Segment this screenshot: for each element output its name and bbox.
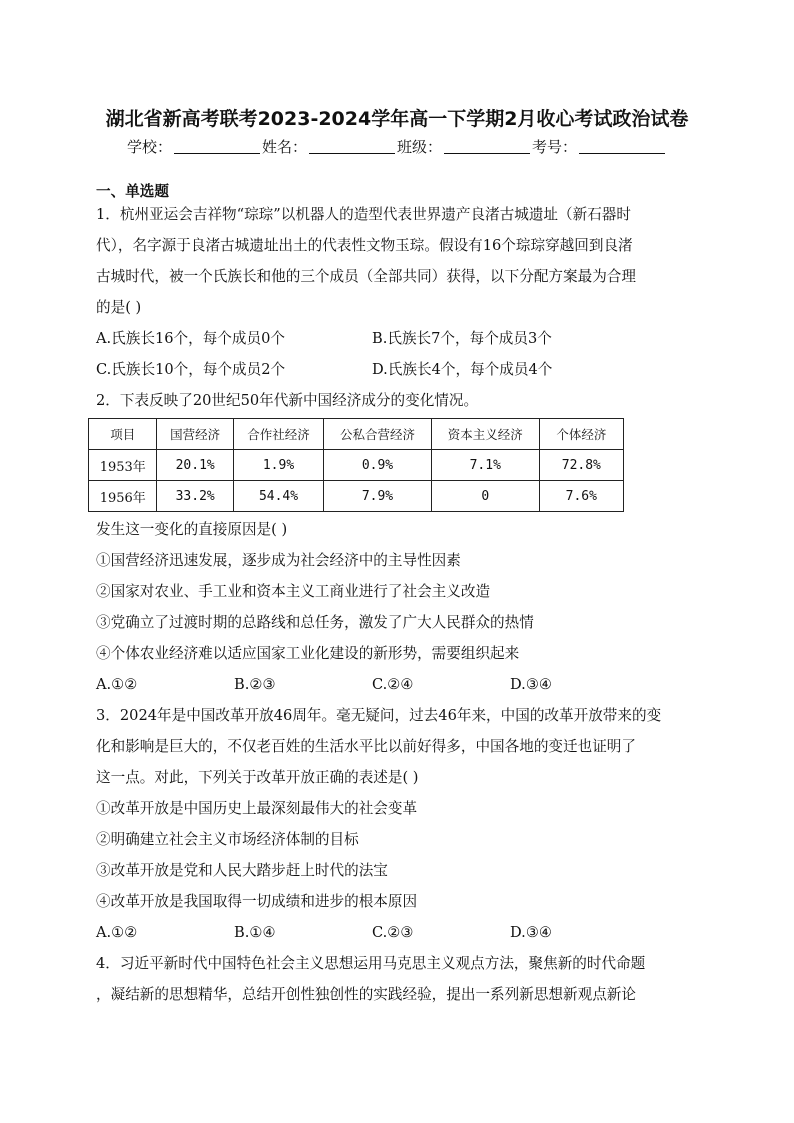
q3-item-4: ④改革开放是我国取得一切成绩和进步的根本原因 bbox=[96, 893, 418, 910]
name-blank[interactable] bbox=[309, 139, 395, 154]
table-cell: 20.1% bbox=[157, 450, 233, 481]
table-cell: 7.9% bbox=[324, 481, 432, 512]
q2-item-2: ②国家对农业、手工业和资本主义工商业进行了社会主义改造 bbox=[96, 583, 491, 600]
number-blank[interactable] bbox=[579, 139, 665, 154]
table-row bbox=[89, 481, 624, 512]
table-cell: 1.9% bbox=[233, 450, 323, 481]
table-header-cell: 公私合营经济 bbox=[324, 419, 432, 450]
table-header-cell: 项目 bbox=[89, 419, 157, 450]
economy-table bbox=[88, 418, 624, 512]
table-cell: 0.9% bbox=[324, 450, 432, 481]
name-label: 姓名： bbox=[261, 138, 307, 156]
q3-option-a[interactable]: A.①② bbox=[96, 924, 138, 941]
table-header-cell: 个体经济 bbox=[539, 419, 623, 450]
q1-option-b[interactable]: B.氏族长7个，每个成员3个 bbox=[372, 330, 552, 347]
q1-line-1: 1．杭州亚运会吉祥物“琮琮”以机器人的造型代表世界遗产良渚古城遗址（新石器时 bbox=[96, 206, 631, 223]
q3-item-1: ①改革开放是中国历史上最深刻最伟大的社会变革 bbox=[96, 800, 418, 817]
school-label: 学校： bbox=[126, 138, 172, 156]
table-header-row bbox=[89, 419, 624, 450]
q2-item-3: ③党确立了过渡时期的总路线和总任务，激发了广大人民群众的热情 bbox=[96, 614, 534, 631]
q2-option-d[interactable]: D.③④ bbox=[510, 676, 552, 693]
q1-line-3: 古城时代，被一个氏族长和他的三个成员（全部共同）获得，以下分配方案最为合理 bbox=[96, 268, 636, 285]
q2-option-b[interactable]: B.②③ bbox=[234, 676, 276, 693]
class-label: 班级： bbox=[397, 138, 443, 156]
q1-option-a[interactable]: A.氏族长16个，每个成员0个 bbox=[96, 330, 285, 347]
table-cell: 1953年 bbox=[89, 450, 157, 481]
q3-option-b[interactable]: B.①④ bbox=[234, 924, 276, 941]
q1-option-c[interactable]: C.氏族长10个，每个成员2个 bbox=[96, 361, 286, 378]
table-header-cell: 资本主义经济 bbox=[431, 419, 539, 450]
q3-line-2: 化和影响是巨大的，不仅老百姓的生活水平比以前好得多，中国各地的变迁也证明了 bbox=[96, 738, 636, 755]
q2-option-a[interactable]: A.①② bbox=[96, 676, 138, 693]
table-header-cell: 合作社经济 bbox=[233, 419, 323, 450]
page-title: 湖北省新高考联考2023-2024学年高一下学期2月收心考试政治试卷 bbox=[105, 108, 689, 130]
q1-line-4: 的是( ) bbox=[96, 299, 142, 316]
q4-line-2: ，凝结新的思想精华，总结开创性独创性的实践经验，提出一系列新思想新观点新论 bbox=[96, 986, 636, 1003]
table-cell: 7.6% bbox=[539, 481, 623, 512]
q3-item-2: ②明确建立社会主义市场经济体制的目标 bbox=[96, 831, 359, 848]
q3-option-d[interactable]: D.③④ bbox=[510, 924, 552, 941]
q2-question: 发生这一变化的直接原因是( ) bbox=[96, 521, 288, 538]
q1-option-d[interactable]: D.氏族长4个，每个成员4个 bbox=[372, 361, 553, 378]
table-row bbox=[89, 450, 624, 481]
student-info-line bbox=[0, 136, 794, 157]
table-cell: 1956年 bbox=[89, 481, 157, 512]
q2-item-1: ①国营经济迅速发展，逐步成为社会经济中的主导性因素 bbox=[96, 552, 461, 569]
table-cell: 0 bbox=[431, 481, 539, 512]
q3-item-3: ③改革开放是党和人民大踏步赶上时代的法宝 bbox=[96, 862, 388, 879]
q3-line-1: 3．2024年是中国改革开放46周年。毫无疑问，过去46年来，中国的改革开放带来的变 bbox=[96, 707, 662, 724]
table-cell: 33.2% bbox=[157, 481, 233, 512]
q2-option-c[interactable]: C.②④ bbox=[372, 676, 414, 693]
q2-item-4: ④个体农业经济难以适应国家工业化建设的新形势，需要组织起来 bbox=[96, 645, 520, 662]
q1-line-2: 代），名字源于良渚古城遗址出土的代表性文物玉琮。假设有16个琮琮穿越回到良渚 bbox=[96, 237, 633, 254]
q3-option-c[interactable]: C.②③ bbox=[372, 924, 414, 941]
table-cell: 72.8% bbox=[539, 450, 623, 481]
q2-stem: 2．下表反映了20世纪50年代新中国经济成分的变化情况。 bbox=[96, 392, 479, 409]
school-blank[interactable] bbox=[174, 139, 260, 154]
q4-line-1: 4．习近平新时代中国特色社会主义思想运用马克思主义观点方法，聚焦新的时代命题 bbox=[96, 955, 646, 972]
number-label: 考号： bbox=[532, 138, 578, 156]
section-heading: 一、单选题 bbox=[96, 183, 169, 200]
table-cell: 54.4% bbox=[233, 481, 323, 512]
table-header-cell: 国营经济 bbox=[157, 419, 233, 450]
table-cell: 7.1% bbox=[431, 450, 539, 481]
class-blank[interactable] bbox=[444, 139, 530, 154]
q3-line-3: 这一点。对此，下列关于改革开放正确的表述是( ) bbox=[96, 769, 419, 786]
